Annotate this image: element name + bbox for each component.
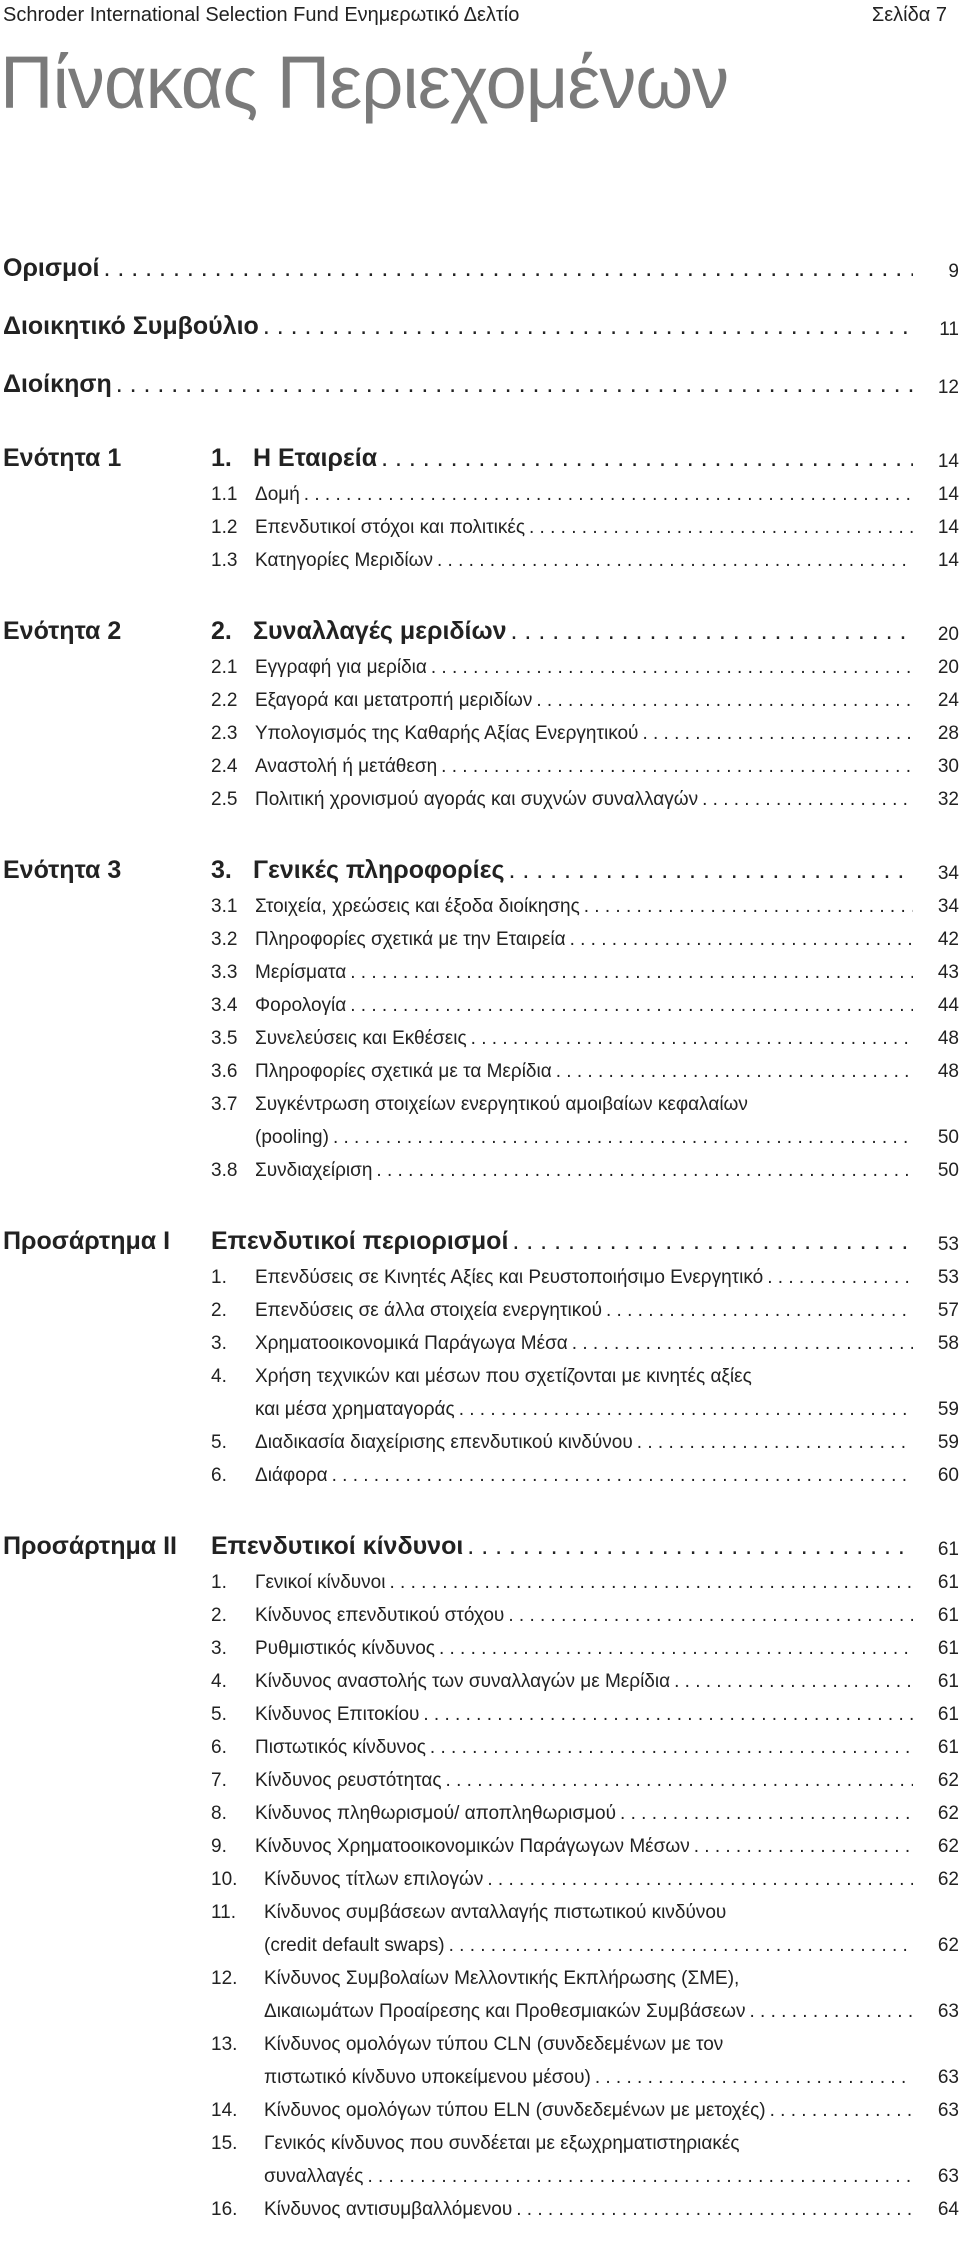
toc-subentry[interactable]	[0, 745, 960, 778]
toc-subentry-number: 13.	[211, 2034, 238, 2055]
toc-subentry-page: 62	[937, 1836, 959, 1857]
toc-subentry[interactable]	[0, 984, 960, 1017]
toc-subentry-label: Συγκέντρωση στοιχείων ενεργητικού αμοιβαίων κεφαλαίων	[255, 1094, 748, 1115]
toc-subentry[interactable]	[0, 646, 960, 679]
toc-section-name: Προσάρτημα I	[3, 1227, 171, 1255]
toc-subentry-label: Μερίσματα	[255, 962, 347, 983]
toc-subentry-label: Πολιτική χρονισμού αγοράς και συχνών συναλλαγών	[255, 789, 699, 810]
toc-subentry-page: 61	[937, 1572, 959, 1593]
toc-subentry-number: 3.	[211, 1333, 227, 1354]
toc-section-name: Ενότητα 2	[3, 617, 122, 645]
toc-subentry-label: Κατηγορίες Μεριδίων	[255, 550, 433, 571]
toc-section-label: Επενδυτικοί περιορισμοί	[211, 1227, 509, 1255]
toc-subentry-page: 14	[937, 550, 959, 571]
dot-leader	[584, 896, 913, 918]
page-header	[3, 0, 947, 30]
toc-subentry-number: 8.	[211, 1803, 227, 1824]
toc-subentry-label: Διαδικασία διαχείρισης επενδυτικού κινδύνου	[255, 1432, 633, 1453]
toc-subentry-number: 10.	[211, 1869, 238, 1890]
toc-subentry-page: 48	[937, 1061, 959, 1082]
toc-subentry-page: 61	[937, 1638, 959, 1659]
toc-subentry-continuation[interactable]	[0, 2155, 960, 2188]
toc-entry-page: 9	[948, 261, 959, 282]
toc-subentry-label: Κίνδυνος ρευστότητας	[255, 1770, 442, 1791]
toc-subentry-number: 4.	[211, 1366, 227, 1387]
toc-subentry-page: 59	[937, 1399, 959, 1420]
page-title: Πίνακας Περιεχομένων	[0, 41, 729, 124]
toc-subentry-label: Επενδυτικοί στόχοι και πολιτικές	[255, 517, 525, 538]
toc-subentry[interactable]	[0, 918, 960, 951]
toc-subentry-continuation[interactable]	[0, 1116, 960, 1149]
toc-subentry[interactable]	[0, 1891, 960, 1924]
toc-subentry-page: 61	[937, 1605, 959, 1626]
toc-subentry-number: 2.5	[211, 789, 238, 810]
dot-leader	[350, 995, 913, 1017]
toc-subentry-label: Χρηματοοικονομικά Παράγωγα Μέσα	[255, 1333, 568, 1354]
dot-leader	[512, 1227, 913, 1256]
toc-subentry[interactable]	[0, 473, 960, 506]
toc-subentry-label: Κίνδυνος αντισυμβαλλόμενου	[264, 2199, 513, 2220]
toc-subentry[interactable]	[0, 539, 960, 572]
dot-leader	[437, 550, 913, 572]
toc-section-number: 2.	[211, 617, 232, 645]
dot-leader	[674, 1671, 913, 1693]
toc-section-label: Συναλλαγές μεριδίων	[253, 617, 507, 645]
toc-subentry-page: 62	[937, 1869, 959, 1890]
toc-subentry[interactable]	[0, 1957, 960, 1990]
toc-subentry-number: 4.	[211, 1671, 227, 1692]
toc-subentry-number: 1.3	[211, 550, 238, 571]
dot-leader	[471, 1028, 913, 1050]
toc-subentry[interactable]	[0, 1726, 960, 1759]
toc-subentry-page: 50	[937, 1160, 959, 1181]
toc-subentry-number: 7.	[211, 1770, 227, 1791]
toc-subentry-number: 1.1	[211, 484, 238, 505]
toc-subentry-label: Πιστωτικός κίνδυνος	[255, 1737, 426, 1758]
toc-subentry-label: Διάφορα	[255, 1465, 328, 1486]
toc-subentry[interactable]	[0, 712, 960, 745]
toc-section-number: 1.	[211, 444, 232, 472]
toc-subentry-page: 61	[937, 1704, 959, 1725]
toc-subentry-number: 3.3	[211, 962, 238, 983]
toc-section-page: 20	[937, 624, 959, 645]
toc-subentry[interactable]	[0, 1289, 960, 1322]
section-gap	[0, 399, 960, 415]
toc-subentry[interactable]	[0, 2089, 960, 2122]
section-gap	[0, 572, 960, 588]
toc-subentry-number: 3.	[211, 1638, 227, 1659]
dot-leader	[642, 723, 913, 745]
toc-subentry[interactable]	[0, 1355, 960, 1388]
toc-subentry[interactable]	[0, 1017, 960, 1050]
toc-subentry-number: 9.	[211, 1836, 227, 1857]
toc-entry[interactable]	[0, 283, 960, 341]
toc-section-name: Προσάρτημα II	[3, 1532, 177, 1560]
toc-subentry-label-cont: πιστωτικό κίνδυνο υποκείμενου μέσου)	[264, 2067, 591, 2088]
section-gap	[0, 1487, 960, 1503]
toc-subentry-number: 5.	[211, 1432, 227, 1453]
toc-subentry-label-cont: (credit default swaps)	[264, 1935, 445, 1956]
toc-subentry-label: Γενικοί κίνδυνοι	[255, 1572, 386, 1593]
toc-subentry[interactable]	[0, 1825, 960, 1858]
toc-entry[interactable]	[0, 225, 960, 283]
toc-subentry-page: 59	[937, 1432, 959, 1453]
toc-subentry[interactable]	[0, 778, 960, 811]
toc-subentry-page: 43	[937, 962, 959, 983]
toc-subentry-number: 2.3	[211, 723, 238, 744]
toc-subentry-page: 20	[937, 657, 959, 678]
toc-subentry-label: Στοιχεία, χρεώσεις και έξοδα διοίκησης	[255, 896, 580, 917]
toc-subentry[interactable]	[0, 1561, 960, 1594]
dot-leader	[694, 1836, 913, 1858]
toc-subentry-page: 14	[937, 484, 959, 505]
toc-section-page: 61	[937, 1539, 959, 1560]
toc-subentry-page: 58	[937, 1333, 959, 1354]
toc-subentry-number: 3.4	[211, 995, 238, 1016]
toc-section[interactable]	[0, 415, 960, 473]
toc-subentry-label: Κίνδυνος πληθωρισμού/ αποπληθωρισμού	[255, 1803, 617, 1824]
dot-leader	[702, 789, 913, 811]
dot-leader	[430, 1737, 913, 1759]
toc-section-page: 53	[937, 1234, 959, 1255]
toc-subentry-label: Υπολογισμός της Καθαρής Αξίας Ενεργητικού	[255, 723, 639, 744]
toc-subentry-label: Κίνδυνος ομολόγων τύπου ELN (συνδεδεμένων με μετοχές)	[264, 2100, 766, 2121]
dot-leader	[511, 617, 913, 646]
toc-subentry-label: Εξαγορά και μετατροπή μεριδίων	[255, 690, 533, 711]
toc-subentry-label: Γενικός κίνδυνος που συνδέεται με εξωχρηματιστηριακές	[264, 2133, 740, 2154]
toc-section-page: 34	[937, 863, 959, 884]
toc-subentry[interactable]	[0, 506, 960, 539]
document-name: Schroder International Selection Fund Ενημερωτικό Δελτίο	[3, 4, 520, 26]
toc-subentry-page: 32	[937, 789, 959, 810]
toc-subentry-continuation[interactable]	[0, 2056, 960, 2089]
toc-subentry-number: 2.	[211, 1605, 227, 1626]
dot-leader	[572, 1333, 913, 1355]
toc-subentry[interactable]	[0, 2188, 960, 2221]
toc-subentry[interactable]	[0, 1693, 960, 1726]
dot-leader	[556, 1061, 913, 1083]
toc-subentry-number: 3.5	[211, 1028, 238, 1049]
toc-entry-label: Ορισμοί	[3, 254, 100, 282]
dot-leader	[449, 1935, 913, 1957]
toc-subentry-label: Χρήση τεχνικών και μέσων που σχετίζονται με κινητές αξίες	[255, 1366, 752, 1387]
toc-subentry-number: 6.	[211, 1737, 227, 1758]
toc-subentry-page: 42	[937, 929, 959, 950]
toc-section-name: Ενότητα 3	[3, 856, 122, 884]
toc-subentry[interactable]	[0, 1256, 960, 1289]
toc-subentry-continuation[interactable]	[0, 1388, 960, 1421]
dot-leader	[459, 1399, 913, 1421]
dot-leader	[350, 962, 913, 984]
toc-subentry[interactable]	[0, 1149, 960, 1182]
toc-subentry-number: 5.	[211, 1704, 227, 1725]
toc-subentry-page: 62	[937, 1803, 959, 1824]
toc-subentry-label: Κίνδυνος ομολόγων τύπου CLN (συνδεδεμένων με τον	[264, 2034, 724, 2055]
toc-subentry-label: Κίνδυνος Συμβολαίων Μελλοντικής Εκπλήρωσης (ΣΜΕ),	[264, 1968, 740, 1989]
dot-leader	[767, 1267, 913, 1289]
toc-entry-label: Διοικητικό Συμβούλιο	[3, 312, 259, 340]
toc-subentry[interactable]	[0, 1454, 960, 1487]
toc-subentry[interactable]	[0, 679, 960, 712]
page-number: Σελίδα 7	[871, 4, 947, 26]
toc-subentry[interactable]	[0, 885, 960, 918]
dot-leader	[570, 929, 913, 951]
toc-subentry-label: Επενδύσεις σε Κινητές Αξίες και Ρευστοποιήσιμο Ενεργητικό	[255, 1267, 764, 1288]
toc-section[interactable]	[0, 588, 960, 646]
toc-subentry[interactable]	[0, 1792, 960, 1825]
toc-subentry-label: Πληροφορίες σχετικά με τα Μερίδια	[255, 1061, 552, 1082]
toc-subentry-page: 53	[937, 1267, 959, 1288]
toc-subentry-page: 63	[937, 2067, 959, 2088]
section-gap	[0, 811, 960, 827]
toc-section[interactable]	[0, 1198, 960, 1256]
toc-subentry-page: 63	[937, 2166, 959, 2187]
toc-subentry-number: 3.1	[211, 896, 238, 917]
toc-subentry[interactable]	[0, 1083, 960, 1116]
toc-subentry-page: 28	[937, 723, 959, 744]
dot-leader	[446, 1770, 913, 1792]
toc-section-number: 3.	[211, 856, 232, 884]
section-gap	[0, 1182, 960, 1198]
toc-section-label: Επενδυτικοί κίνδυνοι	[211, 1532, 464, 1560]
toc-subentry-page: 63	[937, 2001, 959, 2022]
toc-subentry-page: 60	[937, 1465, 959, 1486]
toc-subentry-label: Κίνδυνος Επιτοκίου	[255, 1704, 420, 1725]
toc-subentry-page: 61	[937, 1737, 959, 1758]
toc-entry-page: 11	[939, 319, 959, 340]
toc-subentry[interactable]	[0, 2122, 960, 2155]
toc-entry-label: Διοίκηση	[3, 370, 112, 398]
toc-subentry-page: 62	[937, 1935, 959, 1956]
toc-subentry-number: 1.	[211, 1267, 227, 1288]
dot-leader	[516, 2199, 913, 2221]
toc-subentry[interactable]	[0, 1322, 960, 1355]
toc-subentry-number: 3.2	[211, 929, 238, 950]
toc-subentry-number: 2.	[211, 1300, 227, 1321]
toc-subentry-continuation[interactable]	[0, 1990, 960, 2023]
toc-subentry[interactable]	[0, 1660, 960, 1693]
toc-section-label: Η Εταιρεία	[253, 444, 378, 472]
toc-subentry-number: 2.4	[211, 756, 238, 777]
toc-subentry-number: 1.2	[211, 517, 238, 538]
toc-subentry-page: 63	[937, 2100, 959, 2121]
toc-subentry-label: Συνδιαχείριση	[255, 1160, 373, 1181]
toc-subentry-label: Ρυθμιστικός κίνδυνος	[255, 1638, 435, 1659]
toc-section[interactable]	[0, 1503, 960, 1561]
toc-subentry-continuation[interactable]	[0, 1924, 960, 1957]
toc-subentry-number: 3.6	[211, 1061, 238, 1082]
dot-leader	[381, 444, 913, 473]
toc-subentry-label: Κίνδυνος συμβάσεων ανταλλαγής πιστωτικού κινδύνου	[264, 1902, 727, 1923]
toc-subentry-page: 44	[937, 995, 959, 1016]
toc-subentry-page: 30	[937, 756, 959, 777]
toc-subentry[interactable]	[0, 1858, 960, 1891]
toc-subentry-page: 34	[937, 896, 959, 917]
dot-leader	[116, 370, 913, 399]
toc-subentry[interactable]	[0, 2023, 960, 2056]
toc-subentry-page: 24	[937, 690, 959, 711]
toc-entry[interactable]	[0, 341, 960, 399]
toc-subentry-number: 6.	[211, 1465, 227, 1486]
toc-subentry[interactable]	[0, 1050, 960, 1083]
dot-leader	[595, 2067, 913, 2089]
toc-subentry-label-cont: και μέσα χρηματαγοράς	[255, 1399, 455, 1420]
toc-subentry-label: Κίνδυνος Χρηματοοικονομικών Παράγωγων Μέσων	[255, 1836, 690, 1857]
toc-entry-page: 12	[937, 377, 959, 398]
dot-leader	[508, 856, 913, 885]
toc-subentry-page: 61	[937, 1671, 959, 1692]
table-of-contents	[0, 225, 960, 2221]
toc-subentry-number: 3.8	[211, 1160, 238, 1181]
dot-leader	[529, 517, 913, 539]
toc-subentry-label: Κίνδυνος αναστολής των συναλλαγών με Μερίδια	[255, 1671, 671, 1692]
toc-subentry[interactable]	[0, 1594, 960, 1627]
toc-subentry-label: Αναστολή ή μετάθεση	[255, 756, 438, 777]
toc-subentry-page: 14	[937, 517, 959, 538]
toc-subentry-label: Συνελεύσεις και Εκθέσεις	[255, 1028, 467, 1049]
dot-leader	[263, 312, 913, 341]
dot-leader	[536, 690, 913, 712]
dot-leader	[637, 1432, 913, 1454]
toc-subentry[interactable]	[0, 1627, 960, 1660]
toc-subentry-label: Εγγραφή για μερίδια	[255, 657, 427, 678]
toc-subentry-number: 3.7	[211, 1094, 238, 1115]
dot-leader	[389, 1572, 913, 1594]
dot-leader	[487, 1869, 913, 1891]
toc-subentry-number: 15.	[211, 2133, 238, 2154]
dot-leader	[467, 1532, 913, 1561]
dot-leader	[423, 1704, 913, 1726]
dot-leader	[750, 2001, 914, 2023]
toc-subentry-page: 48	[937, 1028, 959, 1049]
dot-leader	[441, 756, 913, 778]
dot-leader	[770, 2100, 913, 2122]
toc-subentry-page: 57	[937, 1300, 959, 1321]
dot-leader	[333, 1127, 913, 1149]
toc-subentry-number: 2.1	[211, 657, 238, 678]
dot-leader	[439, 1638, 913, 1660]
toc-section-label: Γενικές πληροφορίες	[253, 856, 505, 884]
toc-subentry-label: Δομή	[255, 484, 300, 505]
toc-section[interactable]	[0, 827, 960, 885]
toc-subentry-label: Επενδύσεις σε άλλα στοιχεία ενεργητικού	[255, 1300, 602, 1321]
toc-subentry-label-cont: (pooling)	[255, 1127, 329, 1148]
toc-subentry-label-cont: Δικαιωμάτων Προαίρεσης και Προθεσμιακών Συμβάσεων	[264, 2001, 746, 2022]
dot-leader	[620, 1803, 913, 1825]
dot-leader	[508, 1605, 913, 1627]
toc-subentry-number: 1.	[211, 1572, 227, 1593]
toc-subentry-label: Πληροφορίες σχετικά με την Εταιρεία	[255, 929, 566, 950]
toc-subentry-label: Κίνδυνος τίτλων επιλογών	[264, 1869, 484, 1890]
toc-subentry-number: 12.	[211, 1968, 238, 1989]
dot-leader	[606, 1300, 913, 1322]
toc-subentry-page: 64	[937, 2199, 959, 2220]
toc-subentry[interactable]	[0, 1759, 960, 1792]
dot-leader	[376, 1160, 913, 1182]
toc-subentry[interactable]	[0, 1421, 960, 1454]
toc-section-name: Ενότητα 1	[3, 444, 122, 472]
toc-subentry-label: Κίνδυνος επενδυτικού στόχου	[255, 1605, 505, 1626]
toc-section-page: 14	[937, 451, 959, 472]
toc-subentry-page: 62	[937, 1770, 959, 1791]
toc-subentry[interactable]	[0, 951, 960, 984]
toc-subentry-number: 14.	[211, 2100, 238, 2121]
dot-leader	[103, 254, 913, 283]
toc-subentry-page: 50	[937, 1127, 959, 1148]
toc-subentry-number: 2.2	[211, 690, 238, 711]
toc-subentry-number: 16.	[211, 2199, 238, 2220]
toc-subentry-number: 11.	[211, 1902, 237, 1923]
dot-leader	[367, 2166, 913, 2188]
toc-subentry-label: Φορολογία	[255, 995, 347, 1016]
dot-leader	[332, 1465, 913, 1487]
toc-subentry-label-cont: συναλλαγές	[264, 2166, 364, 2187]
dot-leader	[431, 657, 913, 679]
dot-leader	[304, 484, 913, 506]
